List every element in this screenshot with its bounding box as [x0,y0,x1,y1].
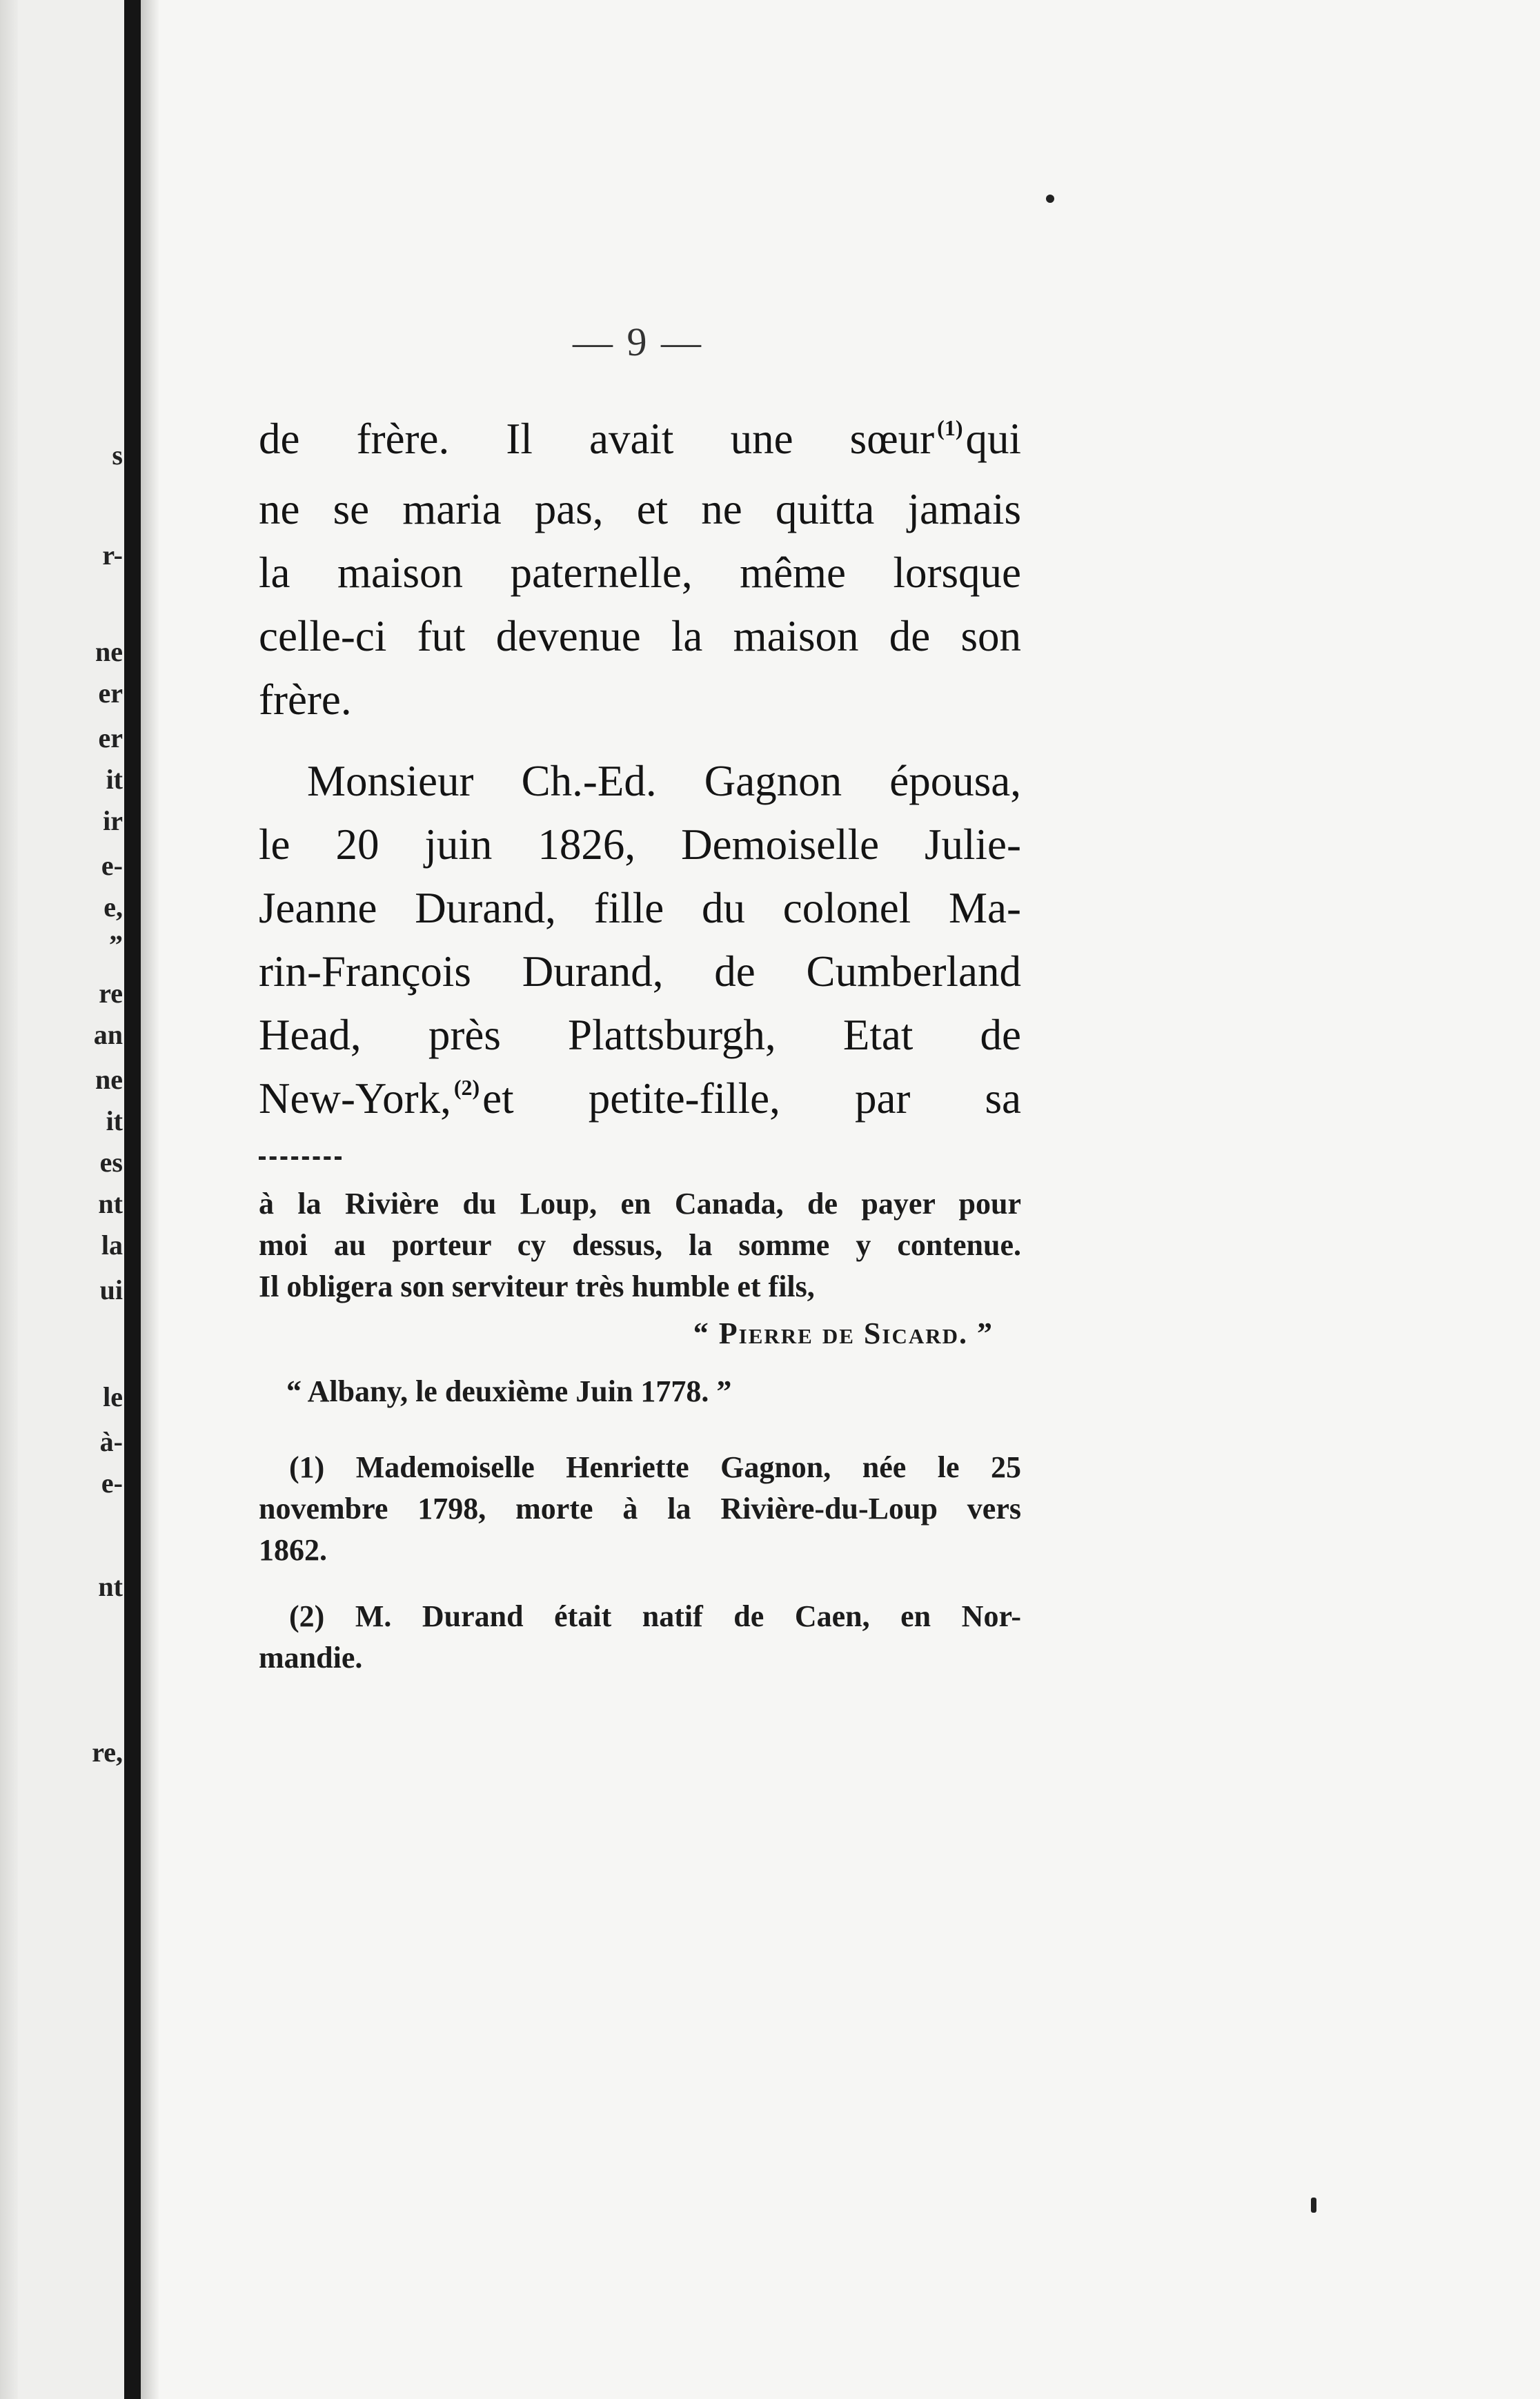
footnote-separator [259,1156,342,1160]
left-fragment: ne [95,636,123,667]
left-fragment: ne [95,1064,123,1095]
left-fragment: er [98,722,123,753]
page-number: — 9 — [573,319,703,364]
paragraph-1 [259,407,1021,731]
footnote-1 [259,1447,1021,1571]
footnote-2 [259,1596,1021,1679]
footnote-line: (2) M. Durand était natif de Caen, en Nor- [289,1599,1021,1633]
quote-signature: “ Pierre de Sicard. ” [693,1316,994,1350]
left-fragment: an [93,1019,123,1050]
left-fragment: e- [101,1468,123,1499]
text-line: celle-ci fut devenue la maison de son [259,612,1021,660]
quote-line: moi au porteur cy dessus, la somme y contenue. [259,1228,1021,1262]
left-fragment: e- [101,850,123,881]
left-fragment: ui [99,1274,123,1305]
left-page-edge [0,0,124,2399]
left-fragment: e, [103,891,123,922]
quote-date-line: “ Albany, le deuxième Juin 1778. ” [286,1374,732,1408]
footnote-marker-1[interactable]: (1) [937,415,963,440]
text-line: frère. [259,675,352,724]
left-fragment: nt [98,1188,123,1219]
left-fragment: it [106,1105,123,1136]
left-fragment: à- [99,1426,123,1457]
left-fragment: re, [92,1737,123,1768]
gutter-shadow [141,0,159,2399]
footnote-line: novembre 1798, morte à la Rivière-du-Loup vers [259,1492,1021,1526]
page-edge-shadow [0,0,18,2399]
ink-speck [1311,2198,1316,2213]
quoted-letter [259,1183,1021,1412]
text-line: la maison paternelle, même lorsque [259,549,1021,597]
left-fragment: er [98,678,123,709]
left-fragment: nt [98,1571,123,1602]
left-fragment: ir [103,805,123,836]
left-fragment: la [101,1230,123,1261]
text-line: le 20 juin 1826, Demoiselle Julie- [259,820,1021,869]
left-fragment: re [99,978,123,1009]
quote-line: à la Rivière du Loup, en Canada, de payer pour [259,1187,1021,1221]
text-line: Head, près Plattsburgh, Etat de [259,1011,1021,1059]
footnote-marker-2[interactable]: (2) [453,1075,480,1100]
text-line: ne se maria pas, et ne quitta jamais [259,485,1021,533]
footnote-line: 1862. [259,1533,327,1567]
paragraph-2 [259,749,1021,1137]
ink-speck [1046,195,1054,203]
book-gutter [124,0,141,2399]
text-line: New-York, $^{(2)}$et petite-fille, par sa [259,1074,1021,1123]
footnote-line: mandie. [259,1641,363,1675]
left-fragment: it [106,764,123,795]
footnote-line: (1) Mademoiselle Henriette Gagnon, née le 25 [289,1450,1021,1484]
left-fragment: r- [102,540,123,571]
text-line: Jeanne Durand, fille du colonel Ma- [259,884,1021,932]
left-fragment: s [112,440,123,471]
text-line: de frère. Il avait une sœur $^{(1)}$qui [259,415,1021,463]
left-fragment: ” [109,929,123,960]
quote-line: Il obligera son serviteur très humble et fils, [259,1270,815,1303]
left-fragment: es [99,1147,123,1178]
main-text-block [259,407,1021,1679]
left-fragment: le [103,1381,123,1412]
text-line: rin-François Durand, de Cumberland [259,947,1021,996]
text-line: Monsieur Ch.-Ed. Gagnon épousa, [307,757,1021,805]
